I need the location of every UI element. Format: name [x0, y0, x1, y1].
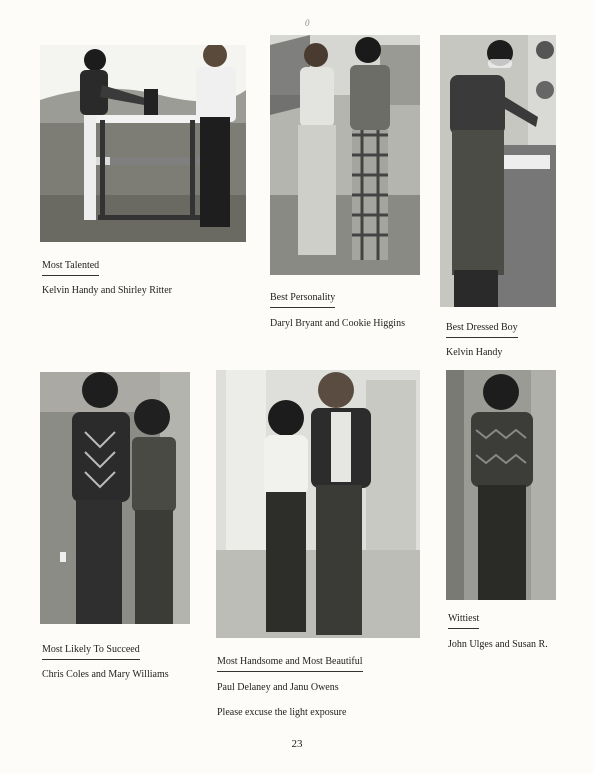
award-title-best-personality: Best Personality: [270, 292, 335, 308]
exposure-note: Please excuse the light exposure: [217, 707, 347, 718]
award-names-wittiest: John Ulges and Susan R.: [448, 639, 548, 650]
award-names-most-handsome-most-beautiful: Paul Delaney and Janu Owens: [217, 682, 339, 693]
award-title-most-likely-to-succeed: Most Likely To Succeed: [42, 644, 140, 660]
award-names-most-likely-to-succeed: Chris Coles and Mary Williams: [42, 669, 169, 680]
award-names-most-talented: Kelvin Handy and Shirley Ritter: [42, 285, 172, 296]
award-title-best-dressed-boy: Best Dressed Boy: [446, 322, 518, 338]
photo-most-handsome-most-beautiful: [216, 370, 420, 638]
award-title-most-handsome-most-beautiful: Most Handsome and Most Beautiful: [217, 656, 363, 672]
award-names-best-personality: Daryl Bryant and Cookie Higgins: [270, 318, 405, 329]
photo-best-personality: [270, 35, 420, 275]
pen-mark: 0: [305, 18, 310, 28]
award-names-best-dressed-boy: Kelvin Handy: [446, 347, 503, 358]
photo-best-dressed-boy: [440, 35, 556, 307]
award-title-most-talented: Most Talented: [42, 260, 99, 276]
photo-most-likely-to-succeed: [40, 372, 190, 624]
award-title-wittiest: Wittiest: [448, 613, 479, 629]
page-number: 23: [291, 738, 303, 750]
photo-most-talented: [40, 45, 246, 242]
photo-wittiest: [446, 370, 556, 600]
